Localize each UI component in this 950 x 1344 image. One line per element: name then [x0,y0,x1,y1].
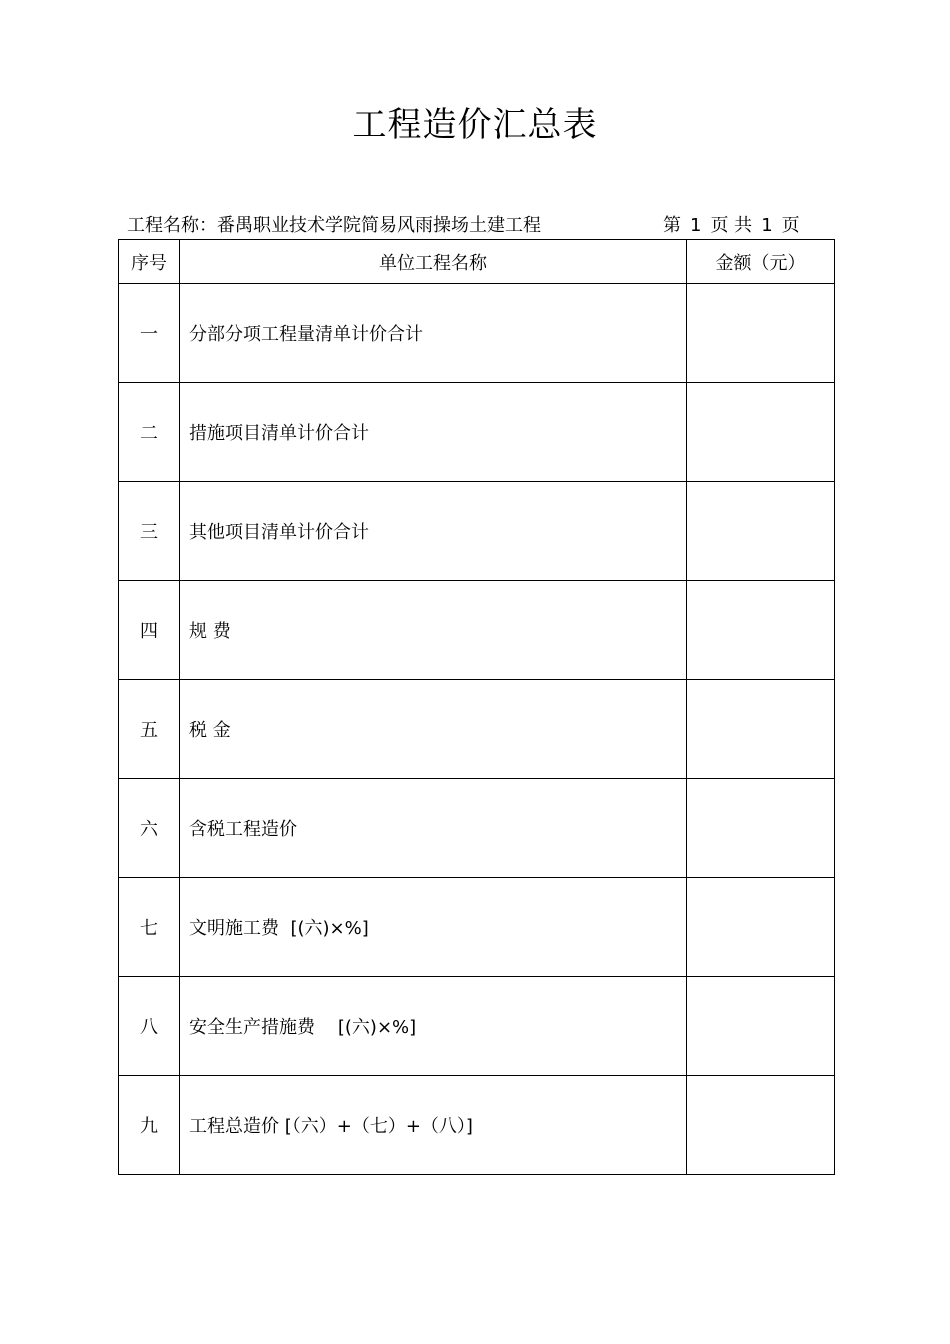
header-amount: 金额（元） [687,240,835,284]
row-name: 分部分项工程量清单计价合计 [180,284,687,383]
table-header-row [119,240,835,284]
row-no: 五 [119,680,180,779]
cost-summary-table [118,239,835,1175]
page-indicator [663,213,800,239]
row-no: 七 [119,878,180,977]
row-name: 其他项目清单计价合计 [180,482,687,581]
table-row [119,779,835,878]
table-row [119,680,835,779]
row-name: 税 金 [180,680,687,779]
row-no: 一 [119,284,180,383]
row-no: 九 [119,1076,180,1175]
row-amount [687,779,835,878]
row-name: 文明施工费 [(六)×%] [180,878,687,977]
page-middle: 页 共 [710,215,753,236]
table-row [119,977,835,1076]
row-name: 安全生产措施费 [(六)×%] [180,977,687,1076]
row-amount [687,680,835,779]
table-row [119,482,835,581]
table-row [119,581,835,680]
row-amount [687,383,835,482]
row-amount [687,977,835,1076]
table-row [119,284,835,383]
row-amount [687,482,835,581]
page-prefix: 第 [663,215,681,236]
row-no: 六 [119,779,180,878]
page-title: 工程造价汇总表 [352,105,598,145]
header-name: 单位工程名称 [180,240,687,284]
row-amount [687,1076,835,1175]
table-row [119,383,835,482]
row-name: 规 费 [180,581,687,680]
row-amount [687,284,835,383]
row-no: 八 [119,977,180,1076]
row-no: 四 [119,581,180,680]
row-name: 含税工程造价 [180,779,687,878]
row-name: 措施项目清单计价合计 [180,383,687,482]
row-amount [687,581,835,680]
row-no: 二 [119,383,180,482]
row-no: 三 [119,482,180,581]
page-current: 1 [690,215,702,236]
table-row [119,1076,835,1175]
page-total: 1 [761,215,773,236]
project-name: 工程名称：番禺职业技术学院简易风雨操场土建工程 [127,215,541,236]
page-suffix: 页 [781,215,800,236]
header-no: 序号 [119,240,180,284]
row-amount [687,878,835,977]
row-name: 工程总造价 [（六）+（七）+（八）] [180,1076,687,1175]
table-row [119,878,835,977]
